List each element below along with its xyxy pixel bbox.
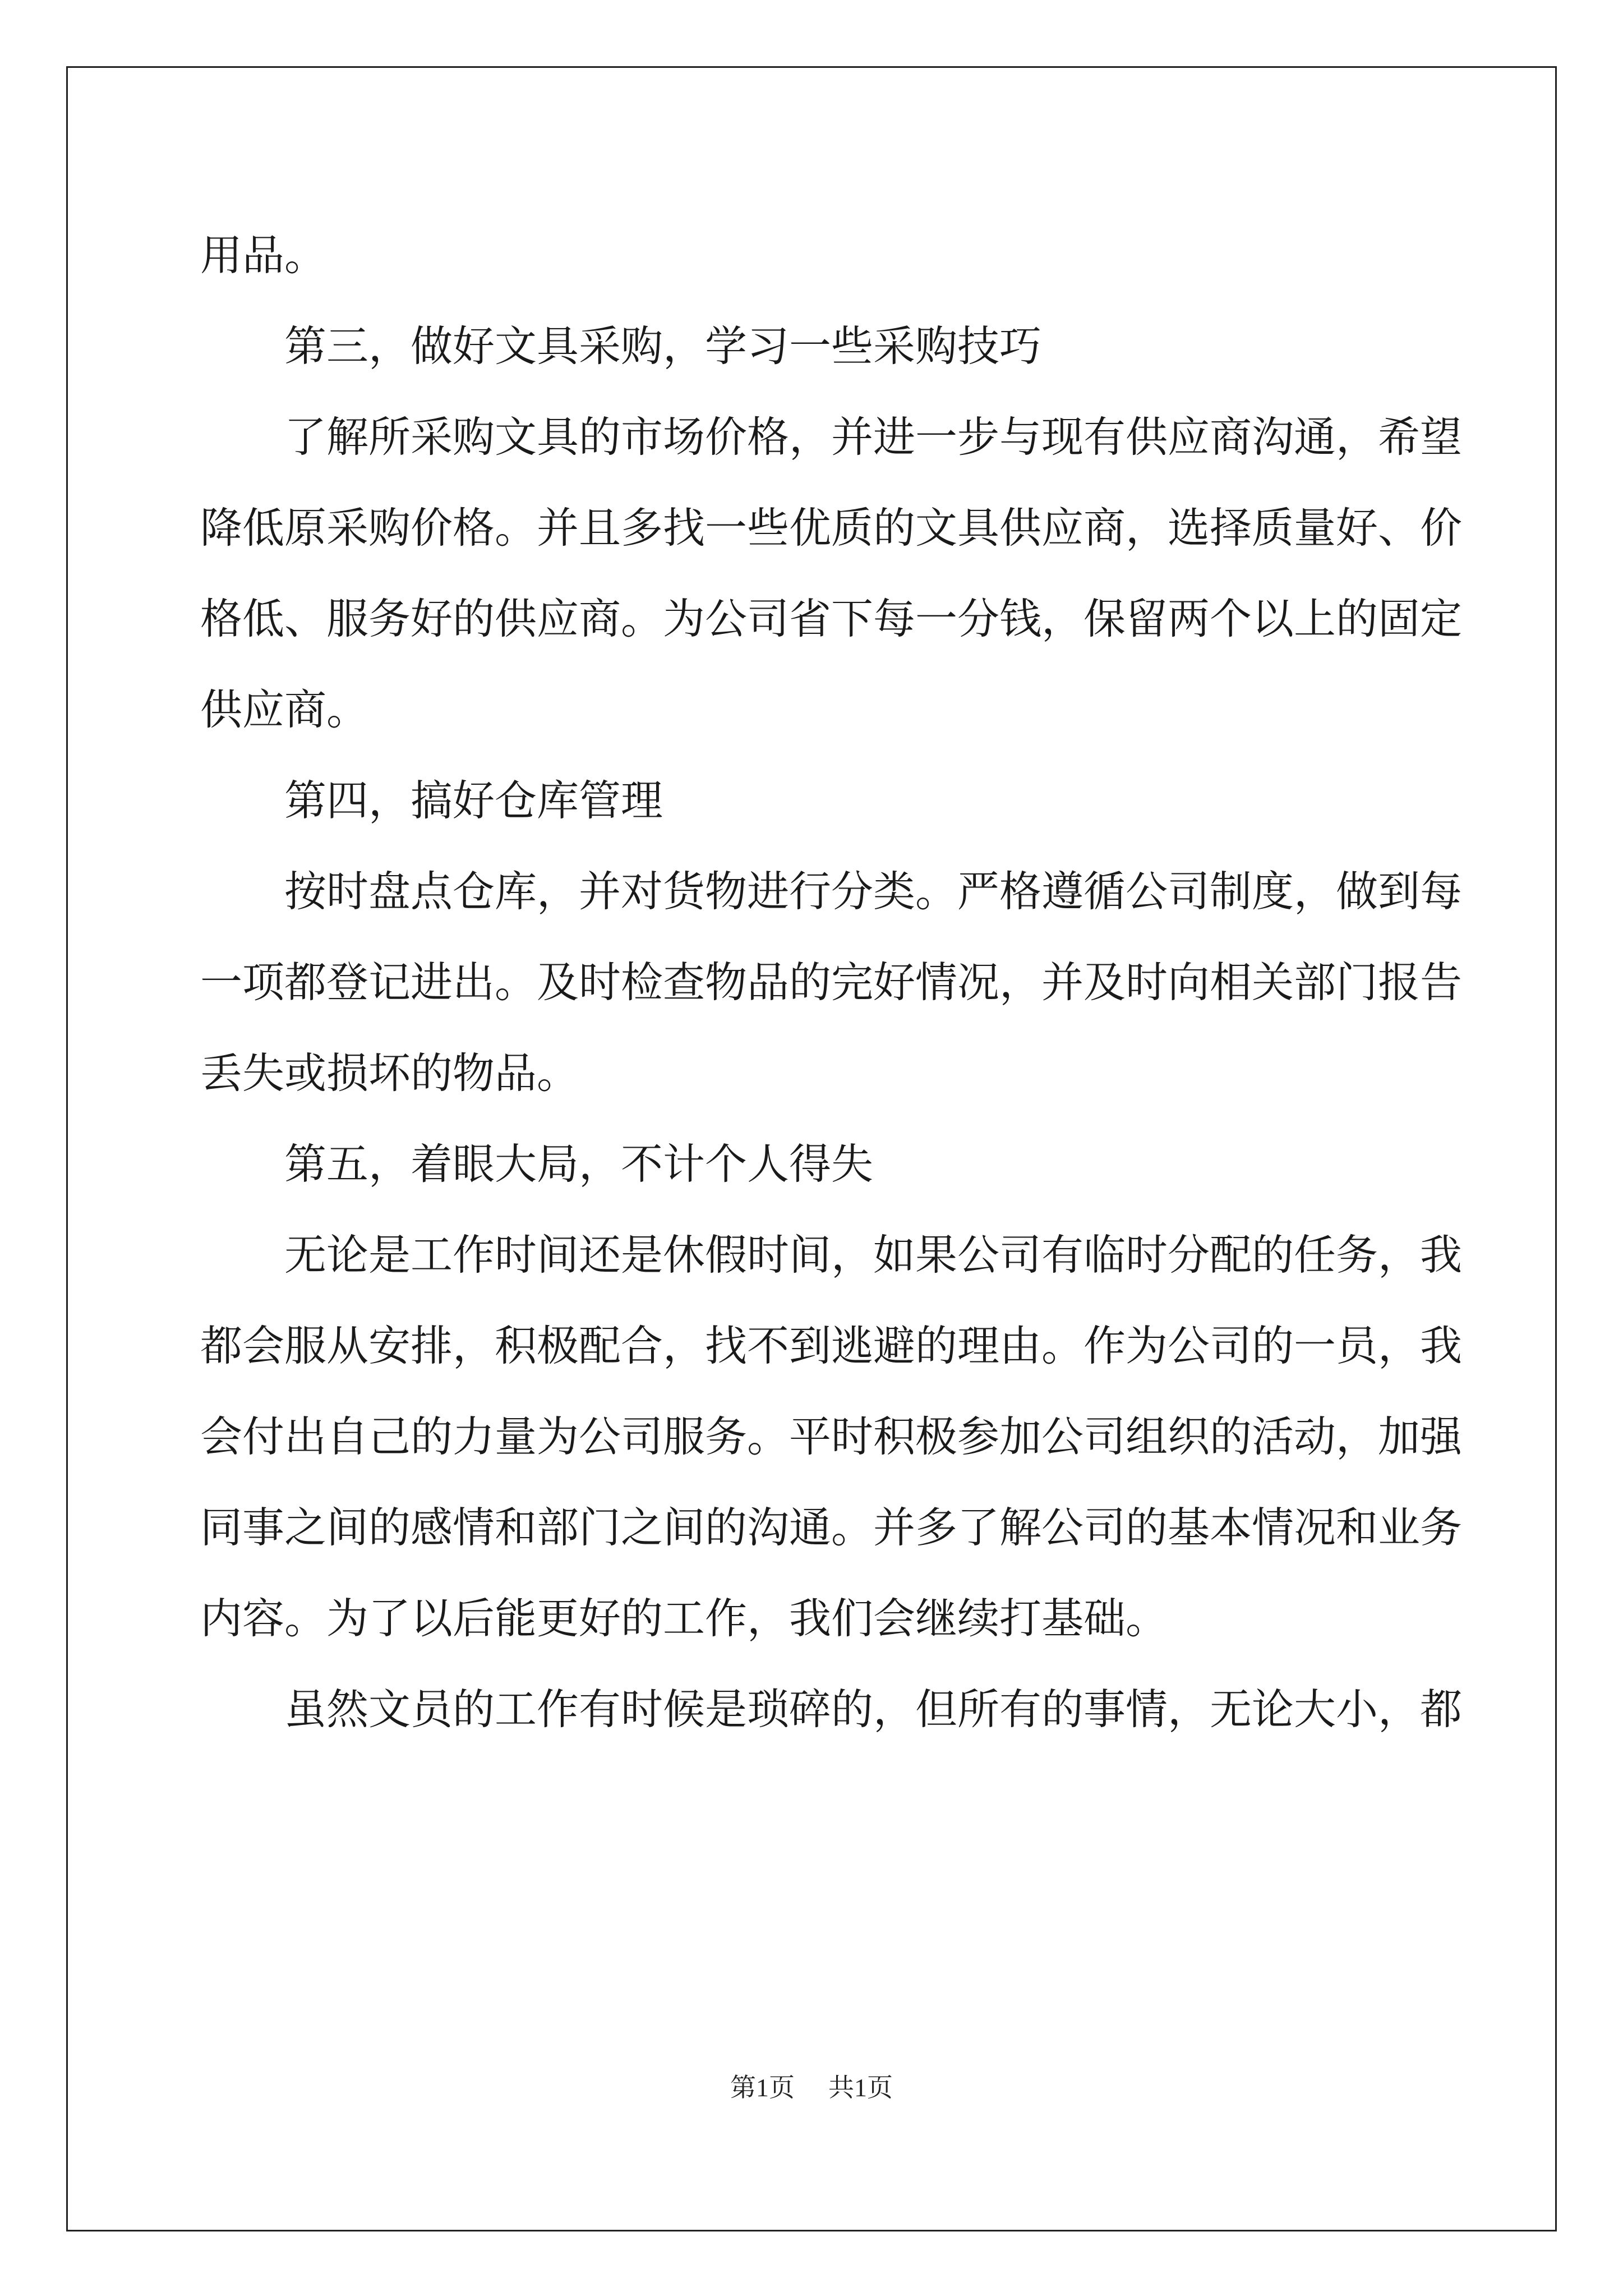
document-body [200,210,1463,1755]
text-line: 虽然文员的工作有时候是琐碎的，但所有的事情，无论大小，都 [200,1685,1463,1734]
page-footer [0,2071,1623,2105]
text-line: 降低原采购价格。并且多找一些优质的文具供应商，选择质量好、价 [200,503,1463,553]
text-line: 按时盘点仓库，并对货物进行分类。严格遵循公司制度，做到每 [200,867,1463,916]
text-line: 格低、服务好的供应商。为公司省下每一分钱，保留两个以上的固定 [200,594,1463,643]
section-heading: 第三，做好文具采购，学习一些采购技巧 [200,321,1042,371]
section-heading: 第四，搞好仓库管理 [200,776,663,825]
text-line: 一项都登记进出。及时检查物品的完好情况，并及时向相关部门报告 [200,958,1463,1007]
page-number: 第1页 [730,2073,795,2102]
text-line: 供应商。 [200,685,369,734]
text-line: 了解所采购文具的市场价格，并进一步与现有供应商沟通，希望 [200,412,1463,462]
text-line: 无论是工作时间还是休假时间，如果公司有临时分配的任务，我 [200,1230,1463,1280]
section-heading: 第五，着眼大局，不计个人得失 [200,1139,874,1189]
text-line: 内容。为了以后能更好的工作，我们会继续打基础。 [200,1594,1168,1643]
page-total: 共1页 [828,2073,893,2102]
text-line: 丢失或损坏的物品。 [200,1048,579,1098]
text-line: 会付出自己的力量为公司服务。平时积极参加公司组织的活动，加强 [200,1412,1463,1461]
text-line: 都会服从安排，积极配合，找不到逃避的理由。作为公司的一员，我 [200,1321,1463,1370]
text-line: 用品。 [200,231,327,280]
text-line: 同事之间的感情和部门之间的沟通。并多了解公司的基本情况和业务 [200,1503,1463,1552]
